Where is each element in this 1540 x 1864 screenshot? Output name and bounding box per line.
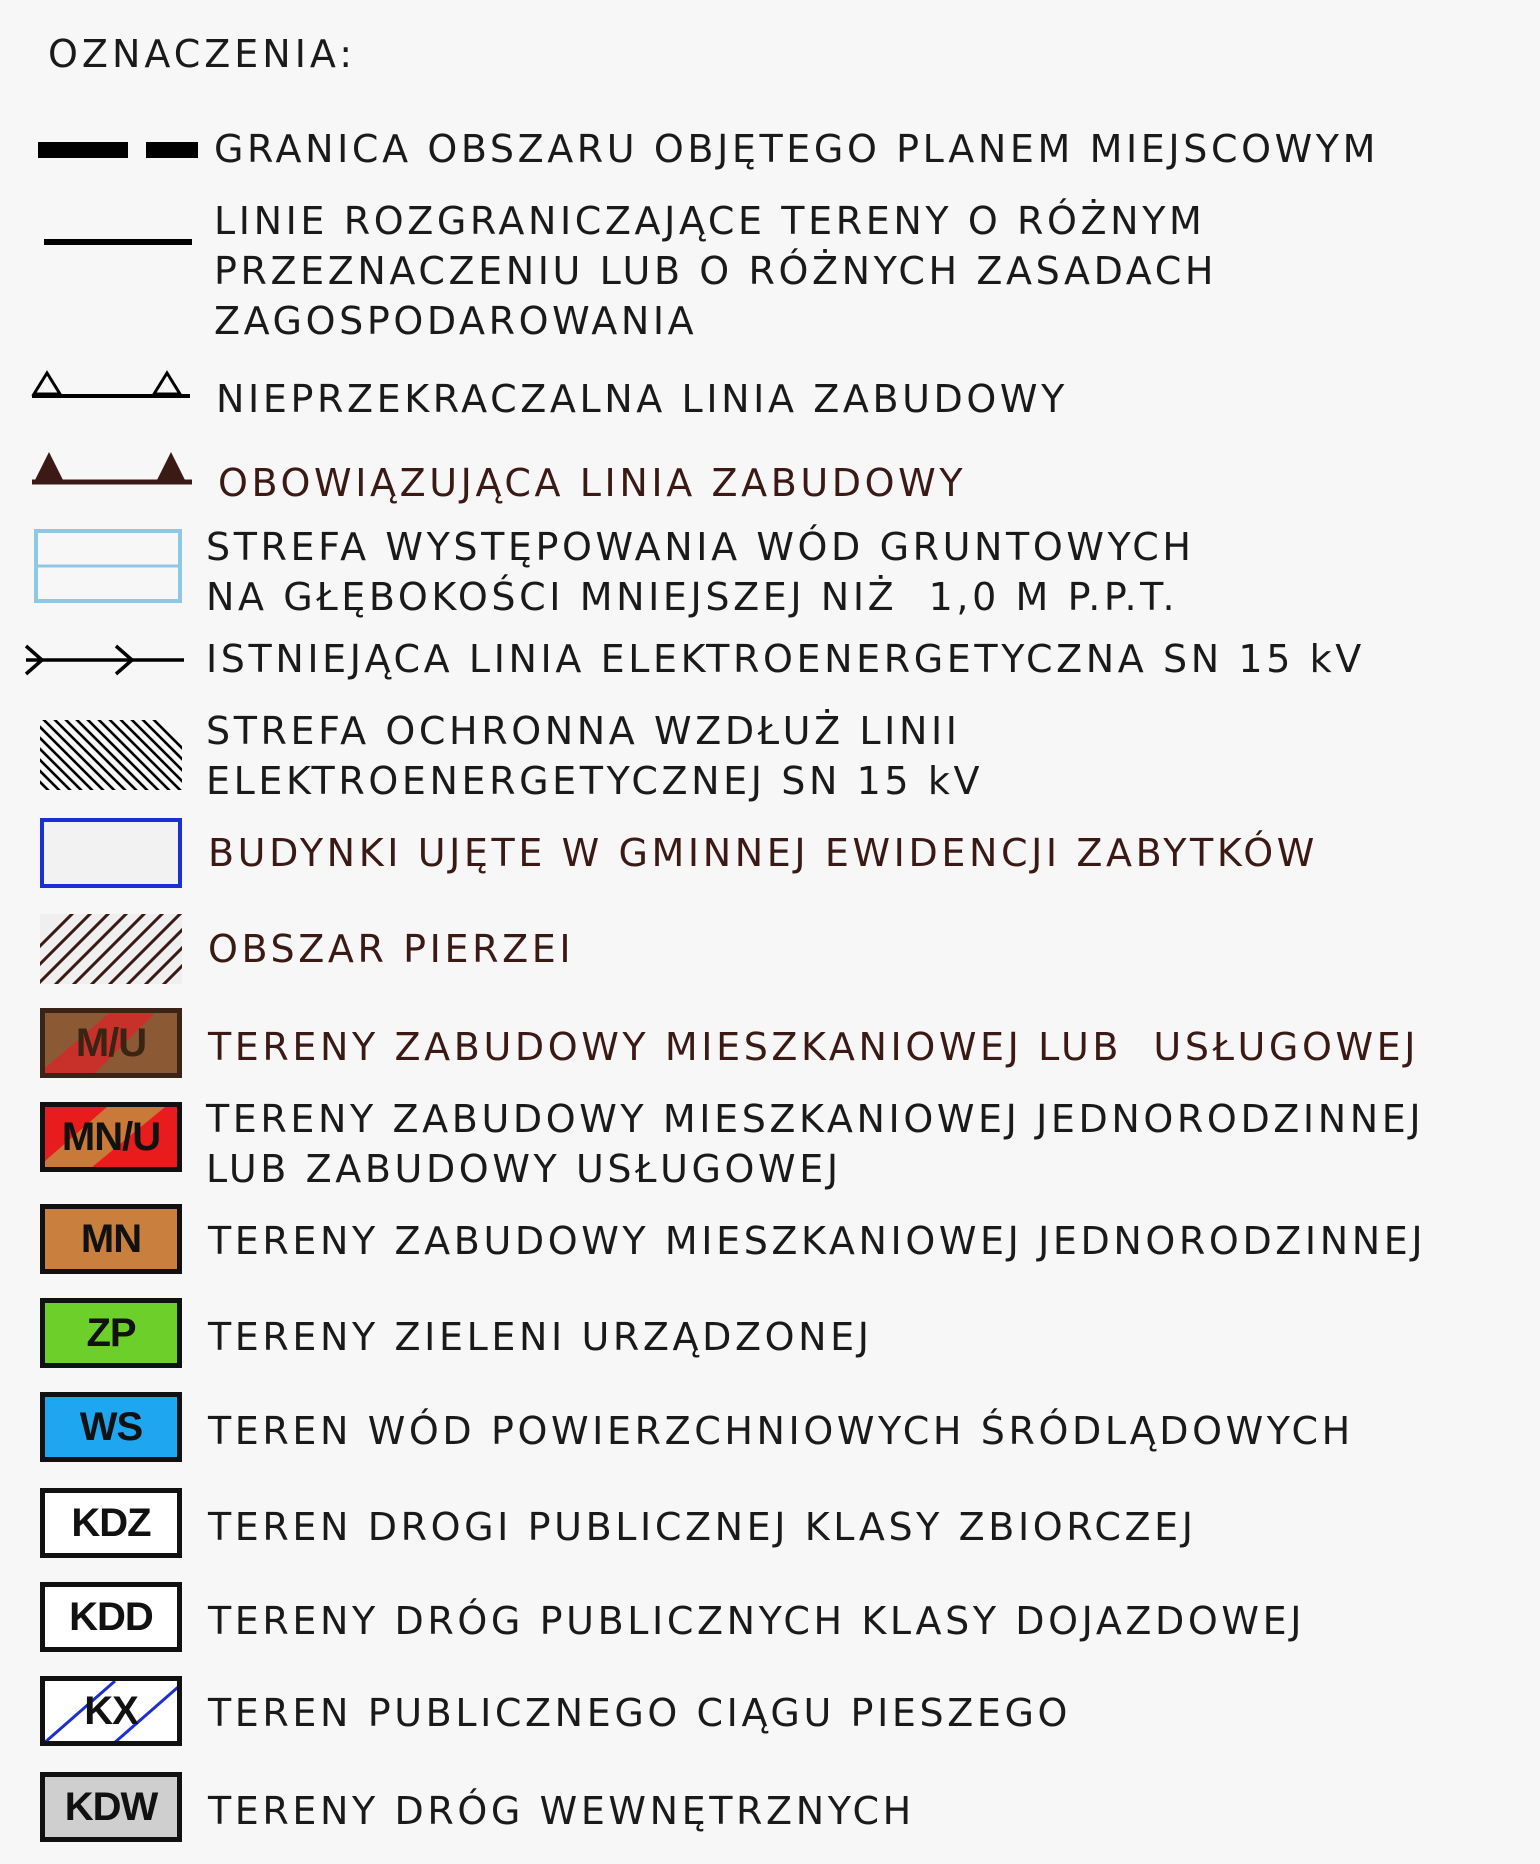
zone-code: KDZ	[71, 1500, 151, 1545]
zone-code: KX	[84, 1688, 138, 1733]
zone-symbol-kx	[40, 1676, 182, 1746]
legend-item-non-exceedable-building-line	[0, 368, 1540, 428]
zone-code: MN/U	[61, 1114, 161, 1159]
demarcation-line-symbol	[0, 196, 200, 256]
zone-symbol-kdd	[40, 1582, 182, 1652]
legend-label: TEREN WÓD POWIERZCHNIOWYCH ŚRÓDLĄDOWYCH	[208, 1409, 1354, 1453]
legend-label: TEREN PUBLICZNEGO CIĄGU PIESZEGO	[208, 1691, 1072, 1735]
groundwater-zone-symbol	[0, 522, 200, 612]
legend-label: TERENY ZIELENI URZĄDZONEJ	[208, 1315, 873, 1359]
legend-label: TERENY DRÓG PUBLICZNYCH KLASY DOJAZDOWEJ	[208, 1599, 1306, 1643]
zone-symbol-mn-u	[40, 1102, 182, 1172]
power-line-symbol	[0, 636, 200, 686]
non-exceedable-line-symbol	[0, 368, 200, 428]
legend-label: BUDYNKI UJĘTE W GMINNEJ EWIDENCJI ZABYTKÓW	[208, 831, 1318, 875]
legend-item-m-u	[0, 1004, 1540, 1088]
legend-label: NIEPRZEKRACZALNA LINIA ZABUDOWY	[216, 377, 1068, 421]
legend-item-heritage-buildings	[0, 816, 1540, 896]
zone-symbol-kdz	[40, 1488, 182, 1558]
legend-item-mn-u	[0, 1094, 1540, 1204]
zone-symbol-kdw	[40, 1772, 182, 1842]
legend-label: TERENY ZABUDOWY MIESZKANIOWEJ JEDNORODZINNEJ	[208, 1219, 1427, 1263]
legend-label: GRANICA OBSZARU OBJĘTEGO PLANEM MIEJSCOWYM	[214, 127, 1379, 171]
zone-symbol-ws	[40, 1392, 182, 1462]
legend-item-demarcation-lines	[0, 196, 1540, 356]
zone-code: WS	[79, 1404, 143, 1449]
legend-item-frontage-zone	[0, 912, 1540, 992]
obligatory-line-symbol	[0, 448, 200, 508]
zone-code: KDD	[69, 1594, 153, 1639]
legend-title: OZNACZENIA:	[48, 32, 357, 76]
legend-label: TEREN DROGI PUBLICZNEJ KLASY ZBIORCZEJ	[208, 1505, 1197, 1549]
legend-label: STREFA WYSTĘPOWANIA WÓD GRUNTOWYCH NA GŁĘBOKOŚCI MNIEJSZEJ NIŻ 1,0 M P.P.T.	[206, 525, 1195, 619]
legend-item-kdd	[0, 1582, 1540, 1666]
legend-item-kdz	[0, 1488, 1540, 1572]
legend-item-groundwater-zone	[0, 522, 1540, 626]
plan-boundary-symbol	[0, 118, 200, 182]
legend-item-power-line-protection-zone	[0, 706, 1540, 816]
legend-label: OBOWIĄZUJĄCA LINIA ZABUDOWY	[218, 461, 967, 505]
frontage-zone-hatch-symbol	[0, 912, 200, 992]
protection-zone-hatch-symbol	[0, 706, 200, 796]
legend-label: ISTNIEJĄCA LINIA ELEKTROENERGETYCZNA SN 15 kV	[206, 637, 1365, 681]
zone-code: M/U	[75, 1020, 147, 1065]
legend-label: TERENY DRÓG WEWNĘTRZNYCH	[208, 1789, 915, 1833]
legend-item-plan-boundary	[0, 118, 1540, 182]
zone-symbol-zp	[40, 1298, 182, 1368]
legend-label: OBSZAR PIERZEI	[208, 927, 575, 971]
legend-item-ws	[0, 1392, 1540, 1476]
zone-code: MN	[80, 1216, 142, 1261]
legend-item-mn	[0, 1204, 1540, 1288]
zone-symbol-mn	[40, 1204, 182, 1274]
zone-code: KDW	[64, 1784, 158, 1829]
legend-item-zp	[0, 1298, 1540, 1382]
heritage-buildings-symbol	[40, 818, 182, 888]
legend-label: STREFA OCHRONNA WZDŁUŻ LINII ELEKTROENERGETYCZNEJ SN 15 kV	[206, 709, 984, 803]
legend-label: LINIE ROZGRANICZAJĄCE TERENY O RÓŻNYM PRZEZNACZENIU LUB O RÓŻNYCH ZASADACH ZAGOSPODAROWANIA	[214, 199, 1218, 343]
legend-label: TERENY ZABUDOWY MIESZKANIOWEJ LUB USŁUGOWEJ	[208, 1025, 1420, 1069]
legend-item-obligatory-building-line	[0, 448, 1540, 508]
legend-item-kdw	[0, 1772, 1540, 1856]
legend-label: TERENY ZABUDOWY MIESZKANIOWEJ JEDNORODZINNEJ LUB ZABUDOWY USŁUGOWEJ	[206, 1097, 1425, 1191]
legend-item-power-line	[0, 636, 1540, 686]
zone-symbol-m-u	[40, 1008, 182, 1078]
legend-item-kx	[0, 1676, 1540, 1760]
zone-code: ZP	[86, 1310, 136, 1355]
